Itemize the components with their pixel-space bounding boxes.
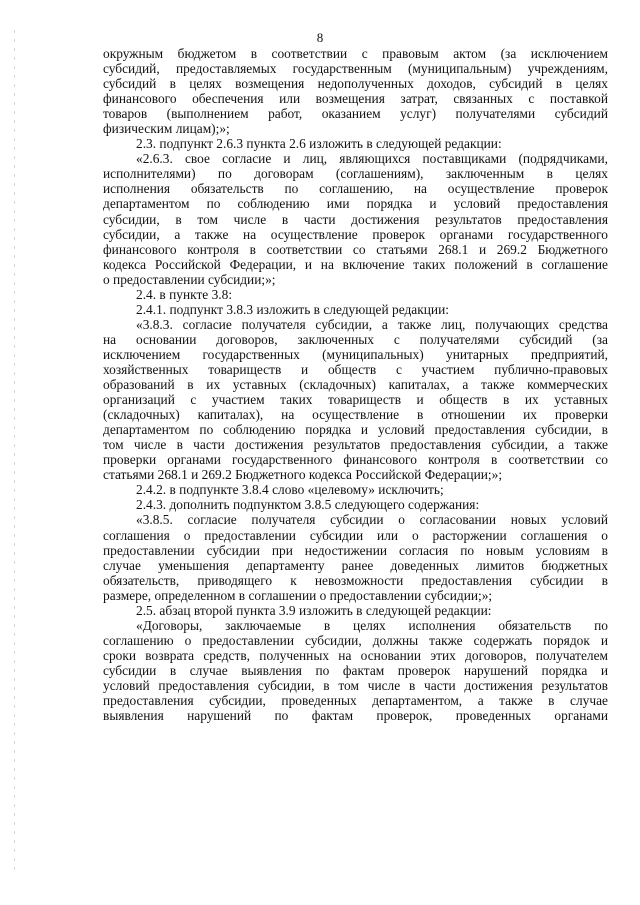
- text-line: 2.4.3. дополнить подпунктом 3.8.5 следующего содержания:: [136, 497, 480, 513]
- text-line: образований в их уставных (складочных) капиталах, а также коммерческих: [103, 377, 608, 393]
- text-line: статьями 268.1 и 269.2 Бюджетного кодекса Российской Федерации;»;: [103, 467, 503, 483]
- text-line: исключением государственных (муниципальных) унитарных предприятий,: [103, 346, 608, 362]
- text-line: организаций с участием таких товариществ и обществ в их уставных: [103, 392, 608, 408]
- text-line: «3.8.3. согласие получателя субсидии, а также лиц, получающих средства: [136, 316, 608, 332]
- text-line: исполнения обязательств по соглашению, на осуществление проверок: [103, 181, 608, 197]
- text-line: условий предоставления субсидии, в том числе в части достижения результатов: [103, 677, 608, 693]
- text-line: (складочных) капиталах), на осуществление в отношении их проверки: [103, 407, 608, 423]
- text-line: 2.4. в пункте 3.8:: [136, 286, 233, 302]
- text-line: размере, определенном в соглашении о предоставлении субсидии;»;: [103, 587, 493, 603]
- text-line: физическим лицам);»;: [103, 121, 230, 137]
- text-line: 2.4.2. в подпункте 3.8.4 слово «целевому» исключить;: [136, 482, 444, 498]
- text-line: 2.4.1. подпункт 3.8.3 изложить в следующей редакции:: [136, 301, 449, 317]
- text-line: проверки органами государственного финансового контроля в соответствии со: [103, 452, 608, 468]
- text-line: финансового контроля в соответствии со статьями 268.1 и 269.2 Бюджетного: [103, 241, 608, 257]
- text-line: субсидии, в том числе в части достижения результатов предоставления: [103, 211, 608, 227]
- text-line: соглашения о предоставлении субсидии или о расторжении соглашения о: [103, 527, 608, 543]
- text-line: товаров (выполнением работ, оказанием услуг) получателями субсидий: [103, 106, 608, 122]
- scan-edge-artifact: [14, 30, 15, 870]
- text-line: обязательств, приводящего к невозможности предоставления субсидии в: [103, 572, 608, 588]
- text-line: исполнителями) по договорам (соглашениям), заключенным в целях: [103, 166, 608, 182]
- text-line: выявления нарушений по фактам проверок, проведенных органами: [103, 708, 608, 724]
- text-line: о предоставлении субсидии;»;: [103, 271, 276, 287]
- text-line: субсидий в целях возмещения недополученных доходов, субсидий в целях: [103, 76, 608, 92]
- text-line: «2.6.3. свое согласие и лиц, являющихся поставщиками (подрядчиками,: [136, 151, 608, 167]
- text-line: финансового обеспечения или возмещения затрат, связанных с поставкой: [103, 91, 608, 107]
- text-line: на основании договоров, заключенных с получателями субсидий (за: [103, 331, 608, 347]
- text-line: субсидии в случае выявления по фактам проверок нарушений порядка и: [103, 662, 608, 678]
- text-line: департаментом по соблюдению порядка и условий предоставления субсидии, в: [103, 422, 608, 438]
- document-body: [103, 46, 608, 723]
- text-line: том числе в части достижения результатов предоставления субсидии, а также: [103, 437, 608, 453]
- text-line: субсидии, а также на осуществление проверок органами государственного: [103, 226, 608, 242]
- text-line: окружным бюджетом в соответствии с правовым актом (за исключением: [103, 46, 608, 61]
- text-line: кодекса Российской Федерации, и на включение таких положений в соглашение: [103, 256, 608, 272]
- text-line: соглашению о предоставлении субсидии, должны также содержать порядок и: [103, 632, 608, 648]
- text-line: «Договоры, заключаемые в целях исполнения обязательств по: [136, 617, 608, 633]
- text-line: департаментом по соблюдению ими порядка и условий предоставления: [103, 196, 608, 212]
- text-line: субсидий, предоставляемых государственным (муниципальным) учреждениям,: [103, 61, 608, 77]
- text-line: 2.3. подпункт 2.6.3 пункта 2.6 изложить в следующей редакции:: [136, 136, 502, 152]
- text-line: предоставлении субсидии при недостижении согласия по новым условиям в: [103, 542, 608, 558]
- text-line: предоставления субсидии, проведенных департаментом, а также в случае: [103, 693, 608, 709]
- text-line: 2.5. абзац второй пункта 3.9 изложить в следующей редакции:: [136, 602, 492, 618]
- text-line: сроки возврата средств, полученных на основании этих договоров, получателем: [103, 647, 608, 663]
- text-line: хозяйственных товариществ и обществ с участием публично-правовых: [103, 361, 608, 377]
- page-number: 8: [316, 30, 324, 45]
- text-line: случае уменьшения департаменту ранее доведенных лимитов бюджетных: [103, 557, 608, 573]
- text-line: «3.8.5. согласие получателя субсидии о согласовании новых условий: [136, 512, 608, 528]
